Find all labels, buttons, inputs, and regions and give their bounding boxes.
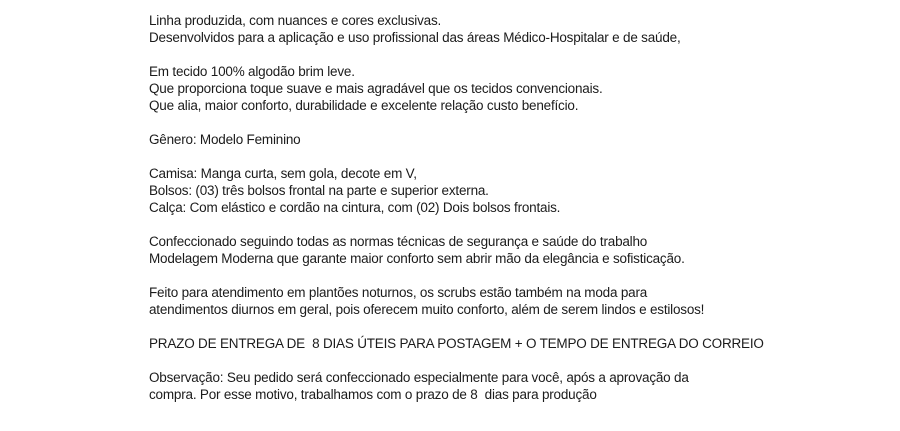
text-line: PRAZO DE ENTREGA DE 8 DIAS ÚTEIS PARA POSTAGEM + O TEMPO DE ENTREGA DO CORREIO (149, 336, 764, 351)
paragraph-usage (149, 284, 849, 318)
text-line: Que alia, maior conforto, durabilidade e excelente relação custo benefício. (149, 98, 579, 113)
text-line: Gênero: Modelo Feminino (149, 132, 301, 147)
text-line: compra. Por esse motivo, trabalhamos com o prazo de 8 dias para produção (149, 387, 597, 402)
paragraph-delivery-time (149, 335, 849, 352)
text-line: Linha produzida, com nuances e cores exclusivas. (149, 13, 442, 28)
paragraph-fabric (149, 63, 849, 114)
paragraph-observation (149, 369, 849, 403)
paragraph-gender (149, 131, 849, 148)
text-line: Feito para atendimento em plantões noturnos, os scrubs estão também na moda para (149, 285, 648, 300)
paragraph-manufacturing (149, 233, 849, 267)
paragraph-garment-details (149, 165, 849, 216)
text-line: Modelagem Moderna que garante maior conforto sem abrir mão da elegância e sofisticação. (149, 251, 685, 266)
text-line: Calça: Com elástico e cordão na cintura, com (02) Dois bolsos frontais. (149, 200, 561, 215)
text-line: Camisa: Manga curta, sem gola, decote em V, (149, 166, 417, 181)
text-line: Observação: Seu pedido será confeccionado especialmente para você, após a aprovação da (149, 370, 689, 385)
text-line: Em tecido 100% algodão brim leve. (149, 64, 355, 79)
text-line: atendimentos diurnos em geral, pois oferecem muito conforto, além de serem lindos e estilosos! (149, 302, 705, 317)
text-line: Que proporciona toque suave e mais agradável que os tecidos convencionais. (149, 81, 603, 96)
paragraph-intro (149, 12, 849, 46)
text-line: Bolsos: (03) três bolsos frontal na parte e superior externa. (149, 183, 489, 198)
product-description-text (149, 12, 849, 420)
text-line: Confeccionado seguindo todas as normas técnicas de segurança e saúde do trabalho (149, 234, 648, 249)
text-line: Desenvolvidos para a aplicação e uso profissional das áreas Médico-Hospitalar e de saúde, (149, 30, 681, 45)
